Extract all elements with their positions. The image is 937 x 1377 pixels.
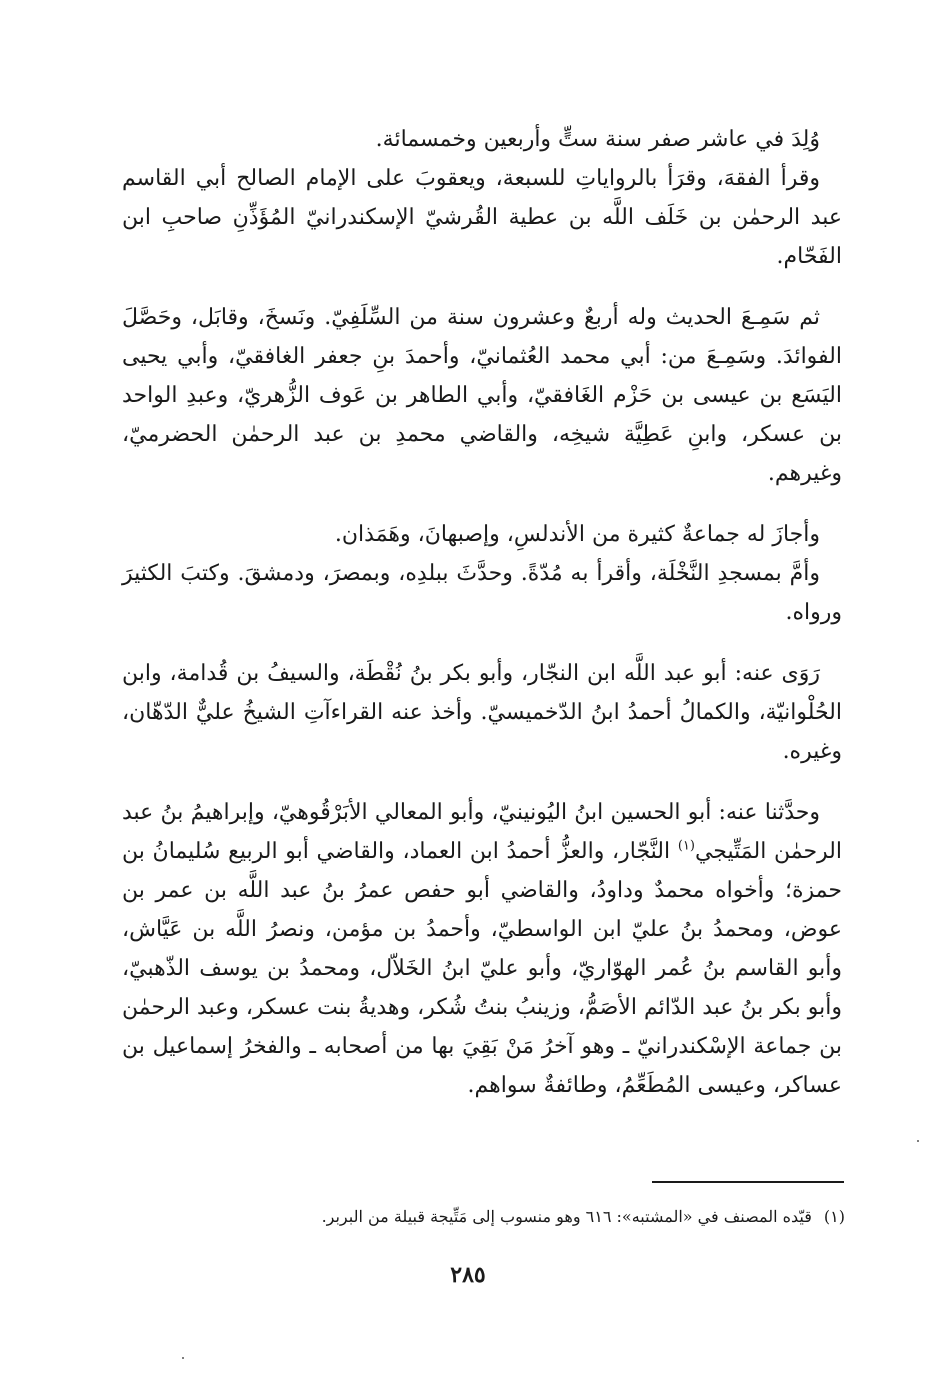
students-name-mattiji: وإبراهيمُ بنُ عبد الرحمٰن المَتِّيجي	[122, 800, 842, 864]
paragraph-students	[122, 793, 842, 1105]
scan-speck	[917, 1140, 919, 1142]
main-text	[122, 120, 842, 1105]
paragraph-gap	[122, 771, 842, 793]
paragraph-gap	[122, 632, 842, 654]
paragraph-reading: وقرأ الفقهَ، وقرَأ بالرواياتِ للسبعة، ويعقوبَ على الإمام الصالح أبي القاسم عبد الرحمٰن بن خَلَف اللَّه بن عطية القُرشيّ الإسكندرانيّ المُؤَذِّنِ صاحبِ ابن الفَحّام.	[122, 166, 842, 269]
paragraph-narrators: رَوَى عنه: أبو عبد اللَّه ابن النجّار، وأبو بكر بنُ نُقْطَة، والسيفُ بن قُدامة، وابن الحُلْوانيّة، والكمالُ أحمدُ ابنُ الدّخميسيّ. وأخذ عنه القراءآتِ الشيخُ عليٌّ الدّهّان، وغيره.	[122, 661, 842, 764]
paragraph-birth: وُلِدَ في عاشر صفر سنة ستٍّ وأربعين وخمسمائة.	[375, 127, 820, 152]
students-intro: وحدَّثنا عنه: أبو الحسين ابنُ اليُونينيّ، وأبو المعالي الأبَرْقُوهيّ،	[271, 800, 820, 825]
footnote-text: قيّده المصنف في «المشتبه»: ٦١٦ وهو منسوب إلى مَتِّيجة قبيلة من البربر.	[321, 1207, 812, 1226]
page-number: ٢٨٥	[450, 1262, 486, 1288]
footnote-number: (١)	[823, 1207, 845, 1226]
paragraph-gap	[122, 276, 842, 298]
footnote-reference[interactable]: (١)	[677, 838, 695, 854]
students-rest: النَّجّار، والعزُّ أحمدُ ابن العماد، والقاضي أبو الربيع سُليمانُ بن حمزة؛ وأخواه محمدٌ وداودُ، والقاضي أبو حفص عمرُ بنُ عبد اللَّه بن عمر بن عوض، ومحمدُ بنُ عليّ ابن الواسطيّ، وأحمدُ بن مؤمن، ونصرُ اللَّه بن عَيَّاش، وأبو القاسم بنُ عُمر الهوّاريّ، وأبو عليّ ابنُ الخَلاّل، ومحمدُ بن يوسف الذّهبيّ، وأبو بكر بنُ عبد الدّائم الأصَمُّ، وزينبُ بنتُ شُكر، وهديةُ بنت عسكر، وعبد الرحمٰن بن جماعة الإسْكندرانيّ ـ وهو آخرُ مَنْ بَقِيَ بها من أصحابه ـ والفخرُ إسماعيل بن عساكر، وعيسى المُطَعِّمُ، وطائفةٌ سواهم.	[121, 839, 842, 1098]
footnote-divider	[652, 1181, 844, 1183]
footnote	[200, 1205, 845, 1229]
paragraph-imamate: وأمَّ بمسجدِ النَّخْلَة، وأقرأ به مُدّةً. وحدَّثَ ببلدِه، وبمصرَ، ودمشقَ. وكتبَ الكثيرَ ورواه.	[122, 561, 842, 625]
paragraph-ijaza: وأجازَ له جماعةٌ كثيرة من الأندلسِ، وإصبهانَ، وهَمَذان.	[334, 522, 820, 547]
paragraph-gap	[122, 493, 842, 515]
scan-speck	[182, 1357, 184, 1359]
paragraph-hearing: ثم سَمِـعَ الحديث وله أربعٌ وعشرون سنة من السِّلَفِيّ. ونَسخَ، وقابَل، وحَصَّلَ الفوائدَ. وسَمِـعَ من: أبي محمد العُثمانيّ، وأحمدَ بنِ جعفر الغافقيّ، وأبي يحيى اليَسَع بن عيسى بن حَزْم الغَافقيّ، وأبي الطاهر بن عَوف الزُّهريّ، وعبدِ الواحد بن عسكر، وابنِ عَطِيَّة شيخِه، والقاضي محمدِ بن عبد الرحمٰن الحضرميّ، وغيرهم.	[122, 305, 842, 486]
